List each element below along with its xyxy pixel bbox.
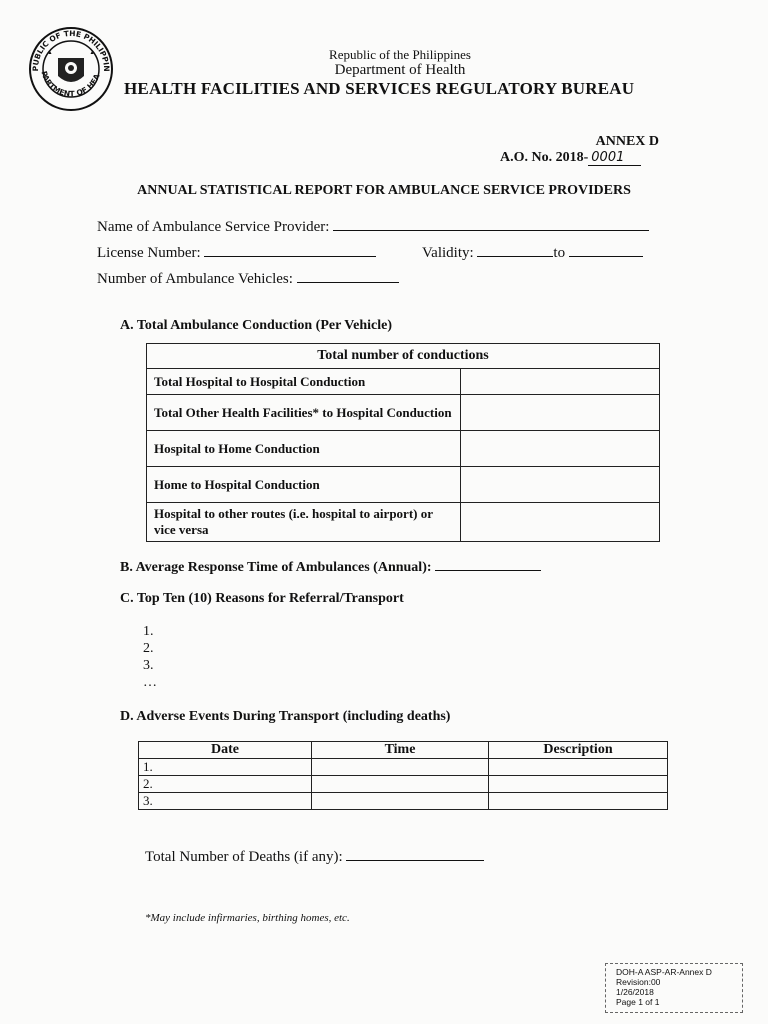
header-country: Republic of the Philippines: [329, 47, 471, 62]
vehicles-blank[interactable]: [297, 268, 399, 283]
table-row: [139, 793, 668, 810]
svg-text:DEPARTMENT OF HEALTH: PARTMENT OF HEA: [39, 70, 102, 99]
conduction-table-header-row: [147, 344, 660, 369]
conduction-value-cell[interactable]: [461, 431, 660, 467]
list-ellipsis: …: [143, 675, 157, 690]
conduction-row-label: Hospital to other routes (i.e. hospital to airport) or vice versa: [147, 503, 461, 542]
conduction-row-label: Total Hospital to Hospital Conduction: [147, 369, 461, 395]
provider-label: Name of Ambulance Service Provider:: [97, 219, 330, 235]
license-blank[interactable]: [204, 242, 376, 257]
conduction-value-cell[interactable]: [461, 467, 660, 503]
doc-revision: Revision:00: [616, 977, 661, 987]
conduction-row-label: Home to Hospital Conduction: [147, 467, 461, 503]
validity-from-blank[interactable]: [477, 242, 553, 257]
response-time-blank[interactable]: [435, 556, 541, 571]
time-cell[interactable]: [312, 776, 489, 793]
footnote: *May include infirmaries, birthing homes, etc.: [145, 912, 350, 924]
ao-label: A.O. No. 2018-: [500, 150, 589, 165]
provider-field: [97, 216, 649, 236]
table-row: [147, 431, 660, 467]
table-row: [139, 759, 668, 776]
description-cell[interactable]: [489, 793, 668, 810]
list-item: 3.: [143, 658, 154, 673]
table-row: [147, 467, 660, 503]
section-b-title: B. Average Response Time of Ambulances (Annual):: [120, 560, 432, 575]
ao-number: 0001: [588, 150, 641, 166]
section-c-title: C. Top Ten (10) Reasons for Referral/Transport: [120, 591, 404, 606]
description-cell[interactable]: [489, 776, 668, 793]
conduction-value-cell[interactable]: [461, 369, 660, 395]
header-department: Department of Health: [334, 62, 466, 78]
conduction-row-label: Total Other Health Facilities* to Hospital Conduction: [147, 395, 461, 431]
list-item: 1.: [143, 624, 154, 639]
conduction-value-cell[interactable]: [461, 503, 660, 542]
annex-label: ANNEX D: [595, 134, 659, 149]
adverse-events-header-row: [139, 742, 668, 759]
conduction-table-header: Total number of conductions: [147, 344, 660, 369]
section-b: [120, 556, 541, 576]
deaths-field: [145, 846, 484, 866]
vehicles-label: Number of Ambulance Vehicles:: [97, 271, 293, 287]
validity-label: Validity:: [422, 245, 474, 261]
row-number[interactable]: 3.: [139, 793, 312, 810]
doc-code: DOH-A ASP-AR-Annex D: [616, 967, 712, 977]
column-header-time: Time: [312, 742, 489, 759]
section-a-title: A. Total Ambulance Conduction (Per Vehicle): [120, 318, 392, 333]
conduction-row-label: Hospital to Home Conduction: [147, 431, 461, 467]
vehicles-field: [97, 268, 399, 288]
conduction-value-cell[interactable]: [461, 395, 660, 431]
column-header-description: Description: [489, 742, 668, 759]
document-control-box: [605, 963, 743, 1013]
row-number[interactable]: 2.: [139, 776, 312, 793]
time-cell[interactable]: [312, 793, 489, 810]
description-cell[interactable]: [489, 759, 668, 776]
doc-page: Page 1 of 1: [616, 997, 660, 1007]
validity-to-label: to: [553, 245, 566, 261]
license-label: License Number:: [97, 245, 201, 261]
section-d-title: D. Adverse Events During Transport (including deaths): [120, 709, 451, 724]
validity-to-blank[interactable]: [569, 242, 643, 257]
table-row: [147, 369, 660, 395]
deaths-blank[interactable]: [346, 846, 484, 861]
license-field: [97, 242, 376, 262]
ao-number-line: [500, 150, 641, 166]
time-cell[interactable]: [312, 759, 489, 776]
list-item: 2.: [143, 641, 154, 656]
row-number[interactable]: 1.: [139, 759, 312, 776]
validity-field: [422, 242, 643, 262]
svg-text:REPUBLIC OF THE PHILIPPINES: PUBLIC OF THE PHILIPPIN: [30, 28, 112, 72]
report-title: ANNUAL STATISTICAL REPORT FOR AMBULANCE SERVICE PROVIDERS: [137, 183, 631, 198]
table-row: [147, 395, 660, 431]
doc-date: 1/26/2018: [616, 987, 654, 997]
table-row: [139, 776, 668, 793]
conduction-table: [146, 343, 660, 542]
deaths-label: Total Number of Deaths (if any):: [145, 849, 343, 865]
header-bureau: HEALTH FACILITIES AND SERVICES REGULATORY BUREAU: [124, 79, 635, 98]
table-row: [147, 503, 660, 542]
column-header-date: Date: [139, 742, 312, 759]
provider-blank[interactable]: [333, 216, 649, 231]
adverse-events-table: [138, 741, 668, 810]
